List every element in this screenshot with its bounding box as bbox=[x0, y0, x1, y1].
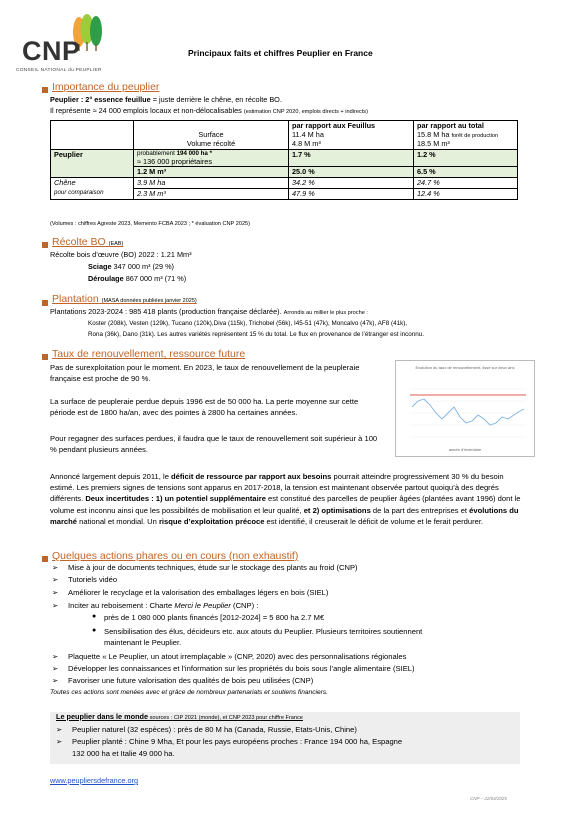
list-subitem: près de 1 080 000 plants financés [2012-2024] = 5 800 ha 2.7 M€ bbox=[104, 613, 325, 622]
importance-line2: Il représente ≈ 24 000 emplois locaux et non-délocalisables (estimation CNP 2020, emplois directs + indirects) bbox=[50, 106, 368, 115]
dot-bullet-icon: ● bbox=[92, 627, 97, 634]
section-bullet-icon bbox=[42, 242, 48, 248]
cnp-logo bbox=[16, 14, 108, 72]
footer-date: CNP – 22/04/2025 bbox=[470, 796, 507, 801]
plantation-line1: Plantations 2023-2024 : 985 418 plants (production française déclarée). Arrondis au millier le plus proche : bbox=[50, 307, 368, 316]
recolte-line1: Récolte bois d’œuvre (BO) 2022 : 1.21 Mm³ bbox=[50, 250, 192, 259]
section-bullet-icon bbox=[42, 556, 48, 562]
arrow-bullet-icon: ➢ bbox=[52, 588, 59, 597]
table-row: Chêne pour comparaison 3.9 M ha 34.2 % 24.7 % bbox=[51, 178, 518, 189]
section-bullet-icon bbox=[42, 354, 48, 360]
list-item: Peuplier planté : Chine 9 Mha, Et pour les pays européens proches : France 194 000 ha, Espagne bbox=[72, 737, 403, 746]
table-row: 2.3 M m³ 47.9 % 12.4 % bbox=[51, 189, 518, 200]
chart-plot bbox=[396, 361, 534, 456]
list-subitem-cont: maintenant le Peuplier. bbox=[104, 638, 182, 647]
renouvellement-p3: Pour regagner des surfaces perdues, il faudra que le taux de renouvellement soit supérieur à 100 % pendant plusieurs années. bbox=[50, 434, 378, 455]
actions-note: Toutes ces actions sont menées avec et grâce de nombreux partenariats et soutiens financiers. bbox=[50, 689, 328, 696]
arrow-bullet-icon: ➢ bbox=[56, 737, 63, 746]
list-item: Améliorer le recyclage et la valorisation des emballages légers en bois (SIEL) bbox=[68, 588, 329, 597]
list-item-cont: 132 000 ha et Italie 49 000 ha. bbox=[72, 749, 175, 758]
arrow-bullet-icon: ➢ bbox=[52, 575, 59, 584]
renouvellement-p1: Pas de surexploitation pour le moment. En 2023, le taux de renouvellement de la peupleraie française est proche de 90 %. bbox=[50, 363, 360, 384]
recolte-deroulage: Déroulage 867 000 m³ (71 %) bbox=[88, 274, 187, 283]
list-item: Mise à jour de documents techniques, étude sur le stockage des plants au froid (CNP) bbox=[68, 563, 358, 572]
dot-bullet-icon: ● bbox=[92, 613, 97, 620]
chart-title: Evolution du taux de renouvellement, lissé sur deux ans bbox=[415, 365, 515, 370]
renouvellement-p2: La surface de peupleraie perdue depuis 1996 est de 50 000 ha. La perte moyenne sur cette période est de 1800 ha/an, avec des pointes à 2800 ha certaines années. bbox=[50, 397, 359, 418]
chart-series-line bbox=[412, 399, 524, 425]
section-bullet-icon bbox=[42, 300, 48, 306]
table-row: Peuplier probablement 194 000 ha * ≈ 136 000 propriétaires 1.7 % 1.2 % bbox=[51, 150, 518, 167]
renewal-rate-chart bbox=[395, 360, 535, 457]
list-item: Tutoriels vidéo bbox=[68, 575, 118, 584]
arrow-bullet-icon: ➢ bbox=[52, 676, 59, 685]
website-link[interactable]: www.peupliersdefrance.org bbox=[50, 776, 139, 785]
arrow-bullet-icon: ➢ bbox=[52, 563, 59, 572]
renouvellement-p4: Annoncé largement depuis 2011, le déficit de ressource par rapport aux besoins pourrait atteindre progressivement 30 % du besoin estimé. Les premiers signes de tensions sont apparus en 2017-2018, la tension est maintenant observée partout quoiqu’à des degrés différents. Deux incertitudes : 1) un potentiel supplémentaire est constitué des parcelles de peuplier âgées (plantées avant 1996) dont le volume est inconnu ainsi que les possibilités de mobilisation et leur qualité, et 2) optimisations de la part des entreprises et évolutions du marché national et mondial. Un risque d’exploitation précoce est identifié, il creuserait le déficit de volume et le ferait perdurer. bbox=[50, 472, 521, 526]
list-item: Peuplier naturel (32 espèces) : près de 80 M ha (Canada, Russie, Etats-Unis, Chine) bbox=[72, 725, 357, 734]
arrow-bullet-icon: ➢ bbox=[52, 664, 59, 673]
logo-subtitle: CONSEIL NATIONAL du PEUPLIER bbox=[16, 68, 102, 73]
recolte-sciage: Sciage 347 000 m³ (29 %) bbox=[88, 262, 174, 271]
plantation-varieties-line1: Koster (208k), Vesten (129k), Tucano (120k),Diva (115k), Trichobel (56k), I45-51 (47k), Moncalvo (47k), AF8 (41k), bbox=[88, 320, 408, 327]
stats-table bbox=[50, 120, 518, 200]
chart-axis-label: année d'inventaire bbox=[448, 447, 482, 452]
logo-text: CNP bbox=[22, 36, 81, 66]
arrow-bullet-icon: ➢ bbox=[52, 652, 59, 661]
renouvellement-title: Taux de renouvellement, ressource future bbox=[52, 348, 246, 360]
section-bullet-icon bbox=[42, 87, 48, 93]
list-item-reboisement: Inciter au reboisement : Charte Merci le Peuplier (CNP) : bbox=[68, 601, 259, 610]
importance-source: (Volumes : chiffres Agreste 2023, Memento FCBA 2023 ; * évaluation CNP 2025) bbox=[50, 221, 251, 227]
importance-line1: Peuplier : 2° essence feuillue = juste derrière le chêne, en récolte BO. bbox=[50, 95, 282, 104]
plantation-varieties-line2: Rona (36k), Dano (31k). Les autres variétés représentent 15 % du total. Le flux en provenance de l’étranger est inconnu. bbox=[88, 331, 425, 338]
table-row: Volume récolté 4.8 M m³ 18.5 M m³ bbox=[51, 139, 518, 150]
monde-title: Le peuplier dans le monde sources : CIP 2021 (monde), et CNP 2023 pour chiffre France bbox=[56, 712, 303, 721]
list-subitem: Sensibilisation des élus, décideurs etc. aux atouts du Peuplier. Plusieurs territoires soutiennent bbox=[104, 627, 423, 636]
actions-title: Quelques actions phares ou en cours (non exhaustif) bbox=[52, 550, 299, 562]
table-row: Surface par rapport aux Feuillus 11.4 M ha par rapport au total 15.8 M ha forêt de production bbox=[51, 121, 518, 140]
arrow-bullet-icon: ➢ bbox=[52, 601, 59, 610]
plantation-title: Plantation (MASA données publiées janvier 2025) bbox=[52, 293, 197, 305]
arrow-bullet-icon: ➢ bbox=[56, 725, 63, 734]
table-row: 1.2 M m³ 25.0 % 6.5 % bbox=[51, 167, 518, 178]
list-item: Plaquette « Le Peuplier, un atout irremplaçable » (CNP, 2020) avec des personnalisations régionales bbox=[68, 652, 407, 661]
list-item: Développer les connaissances et l’information sur les propriétés du bois sous l’angle alimentaire (SIEL) bbox=[68, 664, 415, 673]
importance-title: Importance du peuplier bbox=[52, 81, 160, 93]
recolte-title: Récolte BO (EAB) bbox=[52, 236, 124, 248]
page-title: Principaux faits et chiffres Peuplier en France bbox=[188, 48, 373, 58]
list-item: Favoriser une future valorisation des qualités de bois peu utilisées (CNP) bbox=[68, 676, 314, 685]
